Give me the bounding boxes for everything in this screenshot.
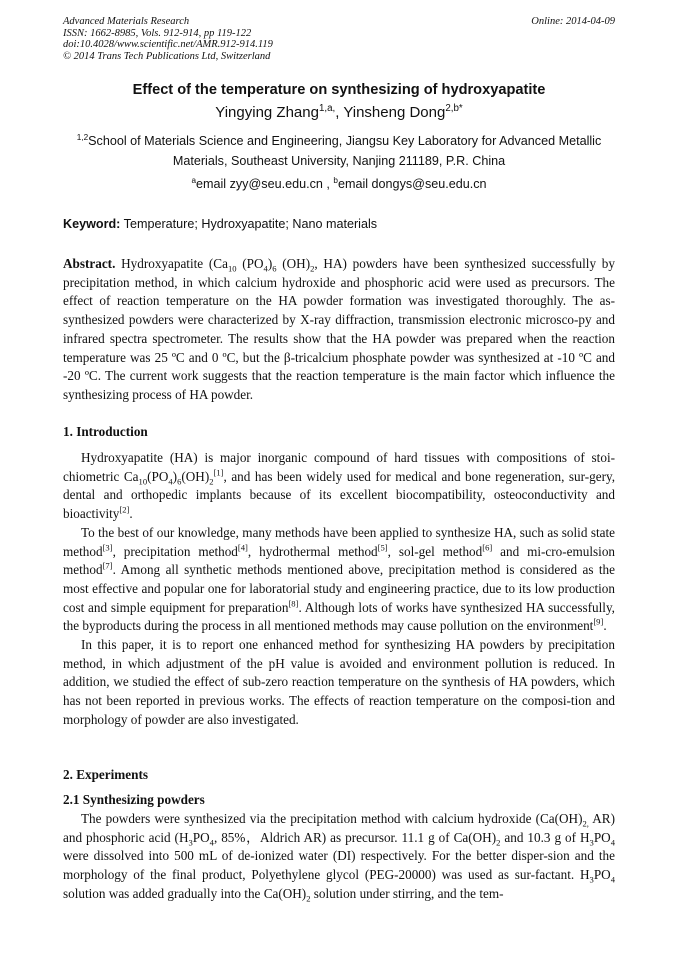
author-1-affil: 1,a,	[318, 103, 336, 114]
abstract-label: Abstract.	[63, 256, 116, 271]
doi-line[interactable]: doi:10.4028/www.scientific.net/AMR.912-914.119	[63, 39, 273, 51]
author-1: Yingying Zhang	[215, 104, 319, 121]
issn-line: ISSN: 1662-8985, Vols. 912-914, pp 119-122	[63, 27, 252, 39]
section-heading-experiments: 2. Experiments	[63, 767, 148, 782]
subsection-heading-synthesizing: 2.1 Synthesizing powders	[63, 792, 205, 807]
experiments-body	[63, 810, 615, 904]
intro-paragraph-2: To the best of our knowledge, many methods have been applied to synthesize HA, such as solid state method[3], precipitation method[4], hydrothermal method[5], sol-gel method[6] and mi-cro-emulsion method[7]. Among all synthetic methods mentioned above, precipitation method is considered as the most effective and popular one for laboratorial study and engineering practice, due to its low production cost and simple equipment for preparation[8]. Although lots of works have synthesized HA successfully, the byproducts during the process in all mentioned methods may cause pollution on the environment[9].	[63, 524, 616, 634]
email-a[interactable]: email zyy@seu.edu.cn ,	[196, 177, 334, 191]
keywords	[63, 217, 377, 231]
experiments-paragraph-1: The powders were synthesized via the precipitation method with calcium hydroxide ($Ca(OH)_{2,}$ AR) and phosphoric acid ($H_3PO_4$, 85%，Aldrich AR) as precursor. 11.1 g of $Ca(OH)_2$ and 10.3 g of $H_3PO_4$ were dissolved into 500 mL of de-ionized water (DI) respectively. For the better disper-sion and the morphology of the final product, Polyethylene glycol (PEG-20000) was used as sur-factant. $H_3PO_4$ solution was added gradually into the $Ca(OH)_2$ solution under stirring, and the tem-	[63, 811, 615, 904]
email-b[interactable]: email dongys@seu.edu.cn	[337, 177, 487, 191]
introduction-body	[63, 449, 615, 730]
author-2-affil: 2,b*	[445, 103, 463, 114]
author-2: Yinsheng Dong	[343, 104, 446, 121]
affiliation: $^{1,2}$School of Materials Science and Engineering, Jiangsu Key Laboratory for Advanced Metallic Materials, Southeast University, Nanjing 211189, P.R. China	[76, 132, 602, 168]
intro-paragraph-3: In this paper, it is to report one enhanced method for synthesizing HA powders by precipitation method, in which adjustment of the pH value is avoided and environment pollution is reduced. In addition, we studied the effect of sub-zero reaction temperature on the synthesis of HA powders, which has not been reported in previous works. The effects of reaction temperature on the composi-tion and morphology of powder are also investigated.	[63, 637, 615, 727]
journal-header	[63, 16, 615, 62]
keywords-label: Keyword:	[63, 217, 121, 231]
section-heading-introduction: 1. Introduction	[63, 424, 148, 439]
abstract: Abstract. Hydroxyapatite ($Ca_{10}$ $(PO_4)_6$ $(OH)_2$, HA) powders have been synthesized successfully by precipitation method, in which calcium hydroxide and phosphoric acid were used as precursors. The effect of reaction temperature on the HA powder formation was investigated thoroughly. The as-synthesized powders were characterized by X-ray diffraction, transmission electronic microsco-py and infrared spectra spectrometer. The results show that the HA powder was prepared when the reaction temperature was 25 ºC and 0 ºC, but the β-tricalcium phosphate powder was synthesized at -10 ºC and -20 ºC. The current work suggests that the reaction temperature is the main factor which influence the synthesizing process of HA powder.	[63, 256, 615, 402]
paper-title: Effect of the temperature on synthesizing of hydroxyapatite	[132, 82, 546, 98]
author-line: Yingying Zhang$^{1,a,}$, Yinsheng Dong$^{2,b*}$	[215, 103, 463, 121]
email-line: $^a$email zyy@seu.edu.cn , $^b$email dongys@seu.edu.cn	[191, 175, 487, 191]
online-date: Online: 2014-04-09	[531, 16, 615, 27]
copyright-line: © 2014 Trans Tech Publications Ltd, Switzerland	[63, 50, 271, 62]
intro-paragraph-1: Hydroxyapatite (HA) is major inorganic compound of hard tissues with compositions of stoi-chiometric $Ca_{10}(PO_4)_6(OH)_2[1]$, and has been widely used for medical and bone regeneration, sur-gery, dental and orthopedic implants because of its excellent biocompatibility, osteoconductivity and bioactivity[2].	[63, 450, 615, 522]
journal-name: Advanced Materials Research	[63, 16, 190, 27]
keywords-text: Temperature; Hydroxyapatite; Nano materials	[120, 217, 378, 231]
